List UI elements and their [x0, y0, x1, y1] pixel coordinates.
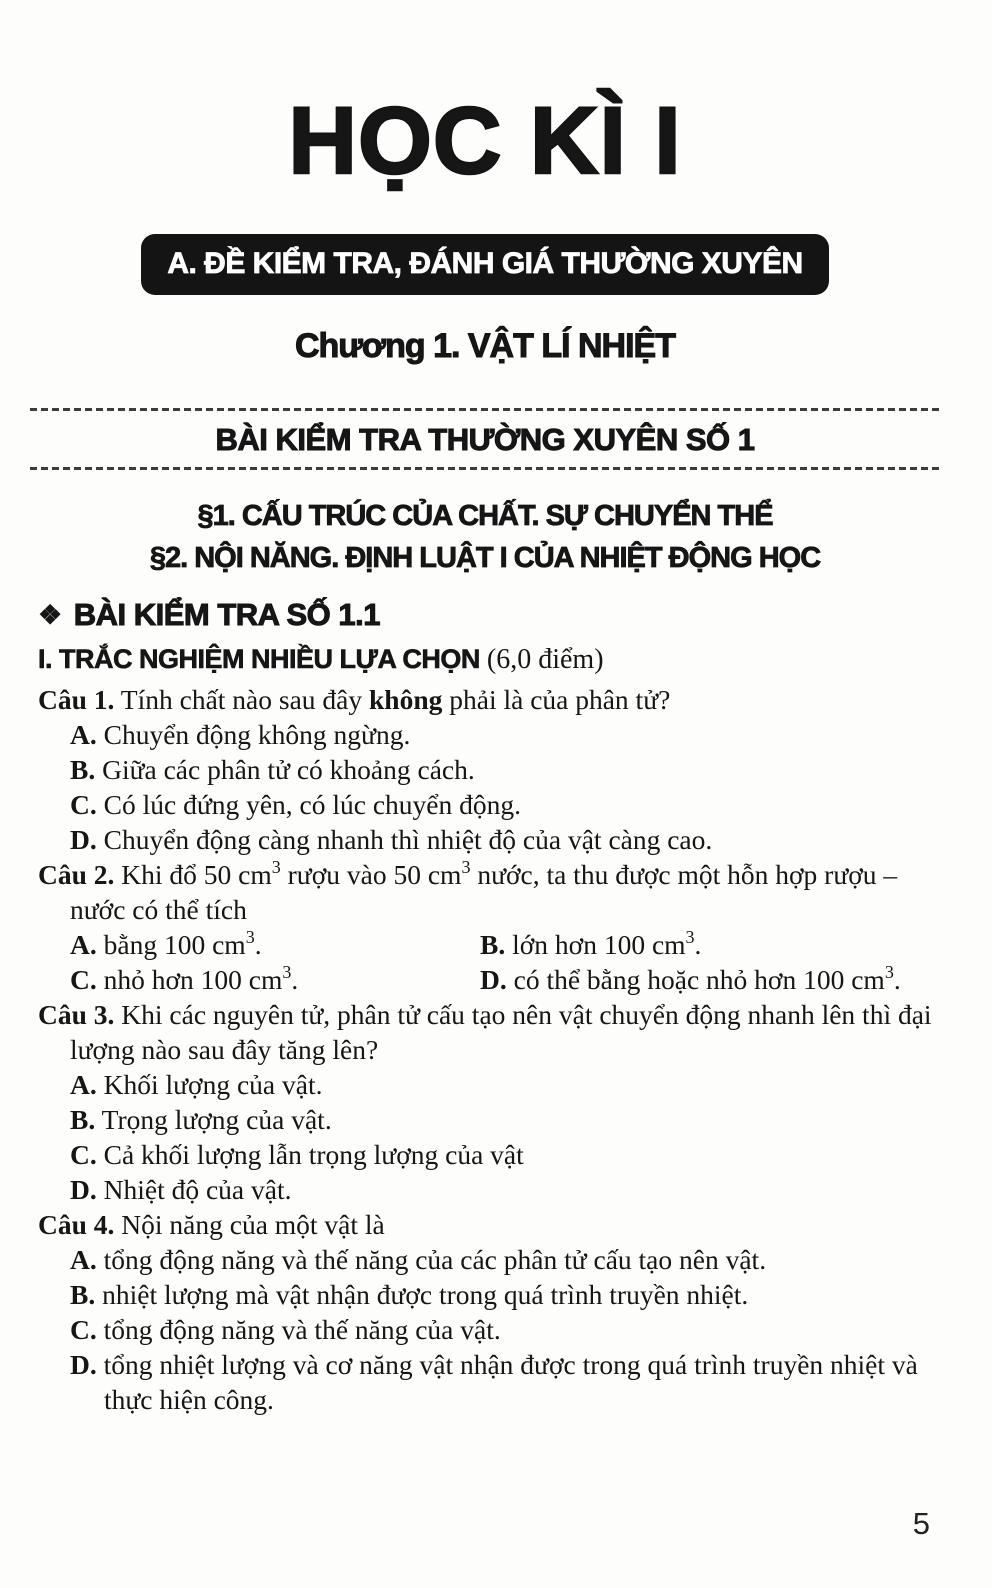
option-key: C.	[70, 1139, 97, 1171]
question-label: Câu 3.	[38, 999, 115, 1031]
option-key: B.	[70, 754, 96, 786]
dashed-rule-bottom	[30, 467, 940, 470]
option-row	[38, 1312, 932, 1347]
part-heading-title: I. TRẮC NGHIỆM NHIỀU LỰA CHỌN	[38, 644, 480, 675]
text-line: bằng 100 $cm^3$.	[103, 927, 262, 961]
option-key: A.	[70, 929, 97, 961]
option-row	[480, 927, 932, 962]
subtest-label: BÀI KIỂM TRA SỐ 1.1	[73, 597, 381, 633]
option-row	[38, 1277, 932, 1312]
question-block	[38, 1207, 932, 1417]
option-key: A.	[70, 719, 97, 751]
option-row	[38, 752, 932, 787]
text-line: Trọng lượng của vật.	[101, 1104, 332, 1136]
option-key: D.	[70, 824, 97, 856]
text-line: nhiệt lượng mà vật nhận được trong quá trình truyền nhiệt.	[102, 1279, 749, 1311]
option-key: B.	[480, 929, 506, 961]
text-line: nhỏ hơn 100 $cm^3$.	[103, 962, 299, 996]
text-line: tổng động năng và thế năng của vật.	[103, 1314, 501, 1346]
text-line: Nhiệt độ của vật.	[103, 1174, 292, 1206]
option-row	[38, 822, 932, 857]
question-stem	[38, 682, 932, 717]
option-row	[480, 962, 932, 997]
document-page	[0, 88, 992, 1588]
diamond-icon: ❖	[38, 599, 62, 630]
text-line: lớn hơn 100 $cm^3$.	[512, 927, 702, 961]
option-key: D.	[70, 1174, 97, 1206]
questions	[38, 682, 932, 1417]
page-number: 5	[912, 1506, 930, 1541]
chapter-heading: Chương 1. VẬT LÍ NHIỆT	[294, 327, 675, 366]
subtest-heading	[38, 595, 932, 635]
question-stem	[38, 857, 932, 927]
question-label: Câu 1.	[38, 684, 115, 716]
text-line: Chuyển động không ngừng.	[103, 719, 411, 751]
question-first-line: Câu 4. Nội năng của một vật là	[38, 1209, 385, 1241]
part-heading	[38, 641, 932, 678]
question-first-line: Câu 2. Khi đổ 50 $cm^3$ rượu vào 50 $cm^3$ nước, ta thu được một hỗn hợp rượu –	[38, 857, 898, 891]
text-line: tổng động năng và thế năng của các phân tử cấu tạo nên vật.	[103, 1244, 767, 1276]
option-key: C.	[70, 964, 97, 996]
option-row	[70, 962, 480, 997]
text-line: Cả khối lượng lẫn trọng lượng của vật	[103, 1139, 524, 1171]
question-label: Câu 2.	[38, 859, 115, 891]
option-row	[38, 1242, 932, 1277]
part-heading-points: (6,0 điểm)	[479, 644, 604, 676]
option-key: C.	[70, 1314, 97, 1346]
question-first-line: Câu 3. Khi các nguyên tử, phân tử cấu tạo nên vật chuyển động nhanh lên thì đại	[38, 999, 932, 1031]
option-row	[38, 1137, 932, 1172]
options-two-column	[70, 927, 932, 997]
lesson-2: §2. NỘI NĂNG. ĐỊNH LUẬT I CỦA NHIỆT ĐỘNG HỌC	[149, 542, 821, 575]
question-stem	[38, 997, 932, 1067]
text-line: tổng nhiệt lượng và cơ năng vật nhận được trong quá trình truyền nhiệt và	[103, 1349, 918, 1381]
text-line: có thể bằng hoặc nhỏ hơn 100 $cm^3$.	[513, 962, 901, 996]
option-key: A.	[70, 1069, 97, 1101]
section-badge: A. ĐỀ KIỂM TRA, ĐÁNH GIÁ THƯỜNG XUYÊN	[141, 234, 828, 295]
text-line: Khối lượng của vật.	[103, 1069, 323, 1101]
option-row	[38, 1102, 932, 1137]
lesson-list	[38, 495, 932, 579]
lesson-1: §1. CẤU TRÚC CỦA CHẤT. SỰ CHUYỂN THỂ	[197, 500, 773, 533]
question-wrap-line: lượng nào sau đây tăng lên?	[70, 1034, 379, 1066]
test-banner-title: BÀI KIỂM TRA THƯỜNG XUYÊN SỐ 1	[215, 422, 755, 458]
option-row	[38, 1067, 932, 1102]
page-title: HỌC KÌ I	[288, 88, 682, 194]
option-row	[38, 717, 932, 752]
option-key: A.	[70, 1244, 97, 1276]
test-banner	[30, 396, 940, 481]
option-row	[70, 927, 480, 962]
text-line: Giữa các phân tử có khoảng cách.	[102, 754, 475, 786]
text-line: thực hiện công.	[104, 1384, 274, 1416]
question-label: Câu 4.	[38, 1209, 115, 1241]
text-line: Chuyển động càng nhanh thì nhiệt độ của vật càng cao.	[103, 824, 713, 856]
question-block	[38, 682, 932, 857]
question-wrap-line: nước có thể tích	[70, 894, 247, 926]
question-block	[38, 857, 932, 997]
option-row	[38, 1347, 932, 1417]
text-line: Có lúc đứng yên, có lúc chuyển động.	[103, 789, 522, 821]
question-stem	[38, 1207, 932, 1242]
option-row	[38, 787, 932, 822]
option-key: D.	[480, 964, 507, 996]
option-key: B.	[70, 1104, 96, 1136]
option-key: C.	[70, 789, 97, 821]
option-key: B.	[70, 1279, 96, 1311]
question-first-line: Câu 1. Tính chất nào sau đây không phải là của phân tử?	[38, 684, 671, 716]
question-block	[38, 997, 932, 1207]
option-key: D.	[70, 1349, 97, 1381]
option-row	[38, 1172, 932, 1207]
